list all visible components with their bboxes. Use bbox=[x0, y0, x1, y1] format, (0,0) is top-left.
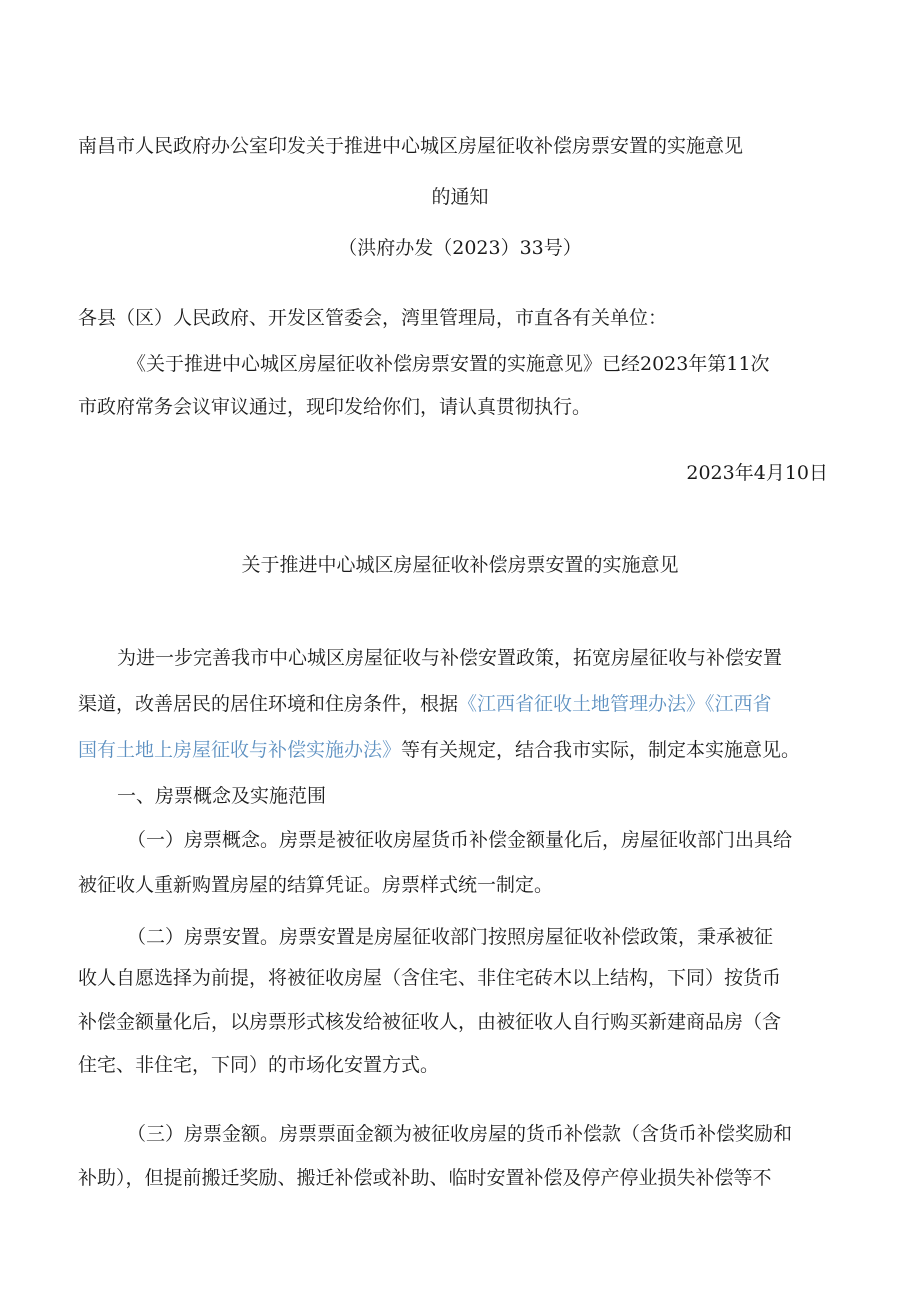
item-paragraph-line: 补偿金额量化后，以房票形式核发给被征收人，由被征收人自行购买新建商品房（含 bbox=[78, 1011, 782, 1033]
regulation-link[interactable]: 国有土地上房屋征收与补偿实施办法》 bbox=[78, 739, 402, 761]
section-heading: 一、房票概念及实施范围 bbox=[117, 785, 327, 807]
intro-paragraph-line bbox=[78, 738, 800, 762]
intro-paragraph-line: 为进一步完善我市中心城区房屋征收与补偿安置政策，拓宽房屋征收与补偿安置 bbox=[117, 647, 783, 669]
item-paragraph-line: （一）房票概念。房票是被征收房屋货币补偿金额量化后，房屋征收部门出具给 bbox=[127, 829, 793, 851]
intro-text: 渠道，改善居民的居住环境和住房条件，根据 bbox=[78, 693, 459, 715]
item-paragraph-line: （二）房票安置。房票安置是房屋征收部门按照房屋征收补偿政策，秉承被征 bbox=[127, 926, 774, 948]
document-number: （洪府办发（2023）33号） bbox=[338, 237, 582, 259]
item-paragraph-line: 住宅、非住宅，下同）的市场化安置方式。 bbox=[78, 1054, 440, 1076]
document-title: 南昌市人民政府办公室印发关于推进中心城区房屋征收补偿房票安置的实施意见 bbox=[78, 135, 744, 157]
intro-paragraph-line bbox=[78, 692, 772, 716]
regulation-link[interactable]: 《江西省征收土地管理办法》《江西省 bbox=[458, 693, 772, 715]
item-paragraph-line: （三）房票金额。房票票面金额为被征收房屋的货币补偿款（含货币补偿奖励和 bbox=[127, 1123, 793, 1145]
notice-body-line: 《关于推进中心城区房屋征收补偿房票安置的实施意见》已经2023年第11次 bbox=[127, 353, 770, 375]
opinion-title: 关于推进中心城区房屋征收补偿房票安置的实施意见 bbox=[241, 554, 679, 576]
notice-body-line: 市政府常务会议审议通过，现印发给你们，请认真贯彻执行。 bbox=[78, 396, 592, 418]
item-paragraph-line: 补助），但提前搬迁奖励、搬迁补偿或补助、临时安置补偿及停产停业损失补偿等不 bbox=[78, 1167, 772, 1189]
item-paragraph-line: 被征收人重新购置房屋的结算凭证。房票样式统一制定。 bbox=[78, 874, 554, 896]
item-paragraph-line: 收人自愿选择为前提，将被征收房屋（含住宅、非住宅砖木以上结构，下同）按货币 bbox=[78, 967, 782, 989]
addressees: 各县（区）人民政府、开发区管委会，湾里管理局，市直各有关单位： bbox=[78, 307, 668, 329]
issue-date: 2023年4月10日 bbox=[686, 462, 828, 484]
intro-text: 等有关规定，结合我市实际，制定本实施意见。 bbox=[401, 739, 801, 761]
document-title-continued: 的通知 bbox=[431, 186, 489, 208]
